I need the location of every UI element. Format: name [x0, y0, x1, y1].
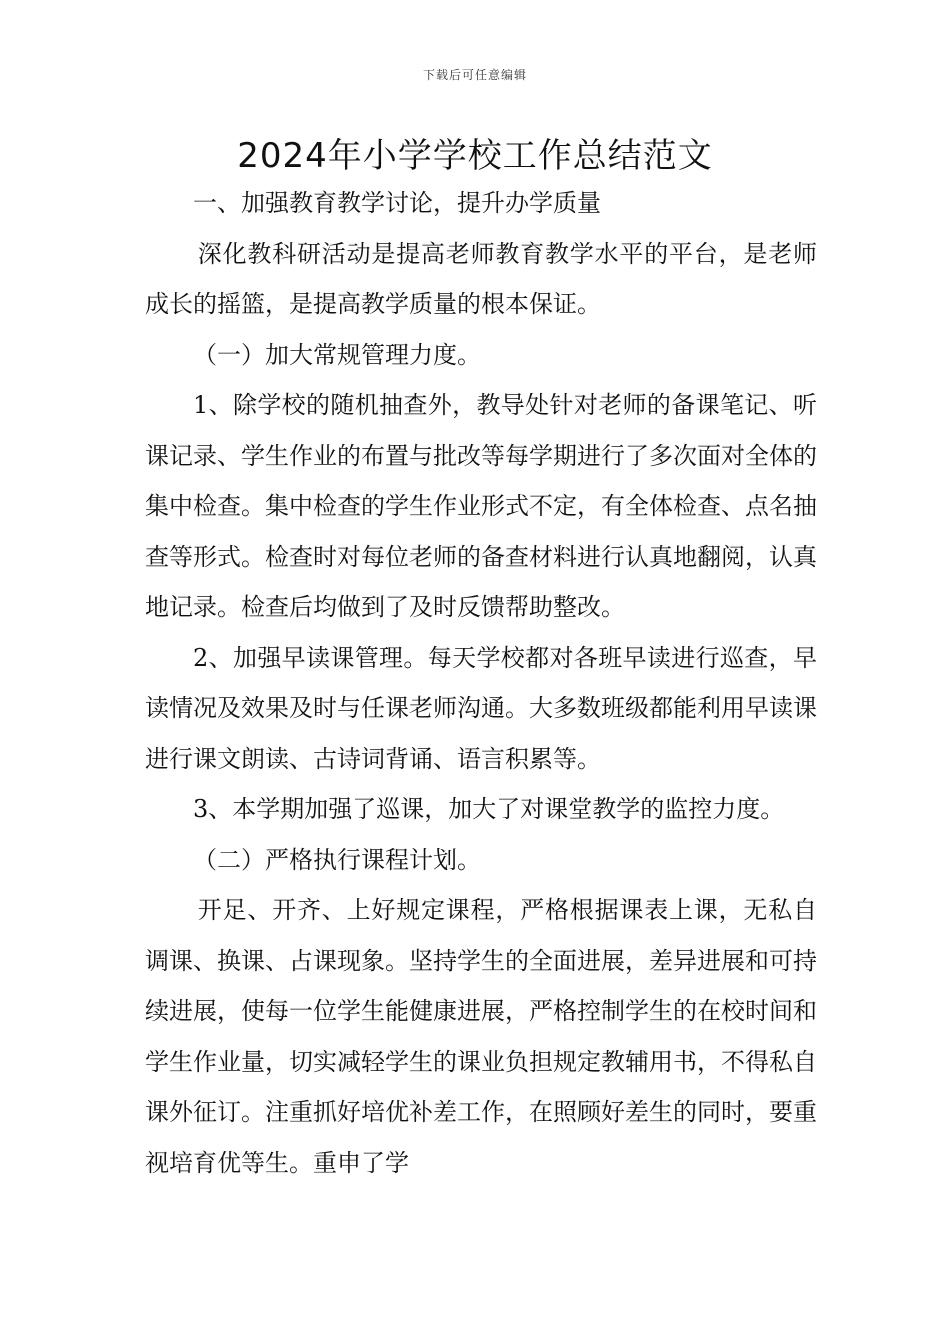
paragraph: 深化教科研活动是提高老师教育教学水平的平台，是老师成长的摇篮，是提高教学质量的根本保证。: [145, 239, 817, 318]
subsection-heading: （一）加大常规管理力度。: [193, 340, 481, 369]
document-title: 2024年小学学校工作总结范文: [237, 136, 713, 176]
subsection-heading: （二）严格执行课程计划。: [193, 845, 481, 874]
paragraph: 2、加强早读课管理。每天学校都对各班早读进行巡查，早读情况及效果及时与任课老师沟通。大多数班级都能利用早读课进行课文朗读、古诗词背诵、语言积累等。: [145, 643, 817, 773]
header-note: 下载后可任意编辑: [422, 68, 527, 82]
paragraph: 3、本学期加强了巡课，加大了对课堂教学的监控力度。: [193, 795, 785, 823]
section-heading: 一、加强教育教学讨论，提升办学质量: [193, 189, 601, 217]
paragraph: 1、除学校的随机抽查外，教导处针对老师的备课笔记、听课记录、学生作业的布置与批改等每学期进行了多次面对全体的集中检查。集中检查的学生作业形式不定，有全体检查、点名抽查等形式。检查时对每位老师的备查材料进行认真地翻阅，认真地记录。检查后均做到了及时反馈帮助整改。: [145, 391, 817, 621]
document-body: [145, 178, 817, 1188]
paragraph: 开足、开齐、上好规定课程，严格根据课表上课，无私自调课、换课、占课现象。坚持学生的全面进展，差异进展和可持续进展，使每一位学生能健康进展，严格控制学生的在校时间和学生作业量，切实减轻学生的课业负担规定教辅用书，不得私自课外征订。注重抓好培优补差工作，在照顾好差生的同时，要重视培育优等生。重申了学: [145, 896, 817, 1177]
